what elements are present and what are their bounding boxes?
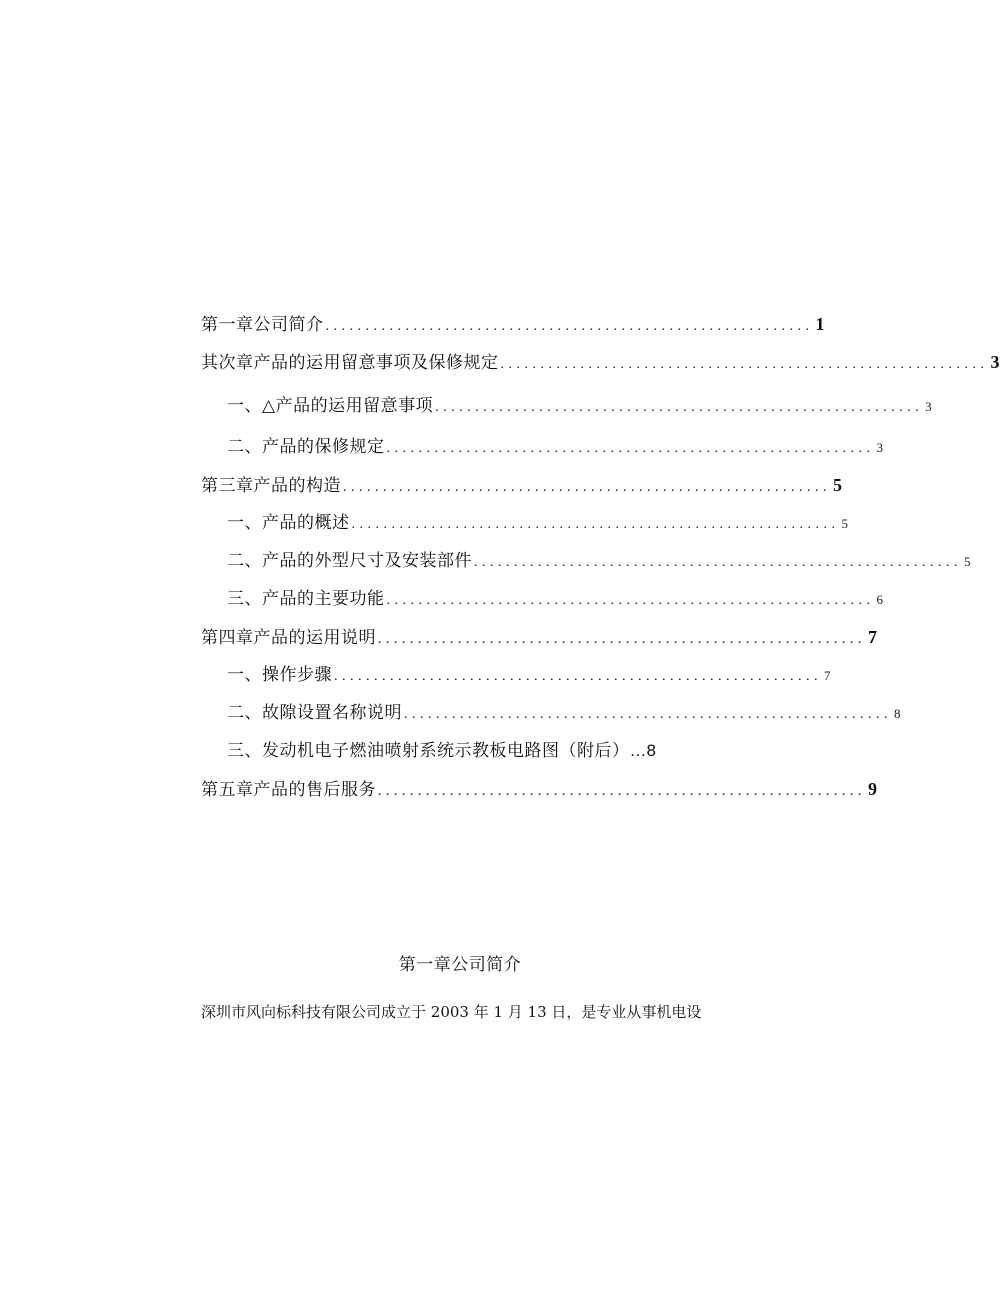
toc-entry-title: 第五章产品的售后服务 <box>201 780 376 800</box>
chapter-heading: 第一章公司简介 <box>398 955 522 975</box>
toc-page-number: 3 <box>925 399 932 414</box>
toc-entry-title: 第四章产品的运用说明 <box>201 628 376 648</box>
toc-leader-dots: ............................................................. <box>386 593 875 608</box>
toc-entry-title: 第三章产品的构造 <box>201 476 341 496</box>
toc-leader-dots: ............................................................. <box>343 480 831 495</box>
toc-entry-title: 其次章产品的运用留意事项及保修规定 <box>201 353 499 373</box>
toc-entry-title: 二、故隙设置名称说明 <box>227 703 402 723</box>
toc-page-number: 5 <box>833 475 842 495</box>
toc-entry-title: 二、产品的保修规定 <box>227 437 385 457</box>
toc-leader-dots: ............................................................. <box>386 441 875 456</box>
toc-leader-dots: ............................................................. <box>378 632 866 647</box>
toc-entry-title: 一、产品的概述 <box>227 513 350 533</box>
toc-entry-section[interactable] <box>227 701 901 727</box>
body-paragraph: 深圳市风向标科技有限公司成立于 2003 年 1 月 13 日，是专业从事机电设 <box>201 1003 702 1021</box>
toc-entry-title: 三、发动机电子燃油喷射系统示教板电路图（附后） <box>227 741 630 761</box>
toc-entry-chapter-4[interactable] <box>201 625 877 652</box>
toc-leader-dots: ............................................................. <box>334 669 822 684</box>
toc-page-number: 7 <box>868 627 877 647</box>
toc-page-number: …8 <box>629 741 656 760</box>
toc-leader-dots: ............................................................. <box>474 555 962 570</box>
toc-entry-title: 二、产品的外型尺寸及安装部件 <box>227 551 472 571</box>
toc-entry-section[interactable] <box>227 394 932 420</box>
toc-leader-dots: ............................................................. <box>404 707 892 722</box>
toc-entry-section[interactable] <box>227 663 831 689</box>
toc-entry-chapter-1[interactable] <box>201 312 825 339</box>
toc-page-number: 6 <box>876 592 883 607</box>
toc-entry-title: 一、操作步骤 <box>227 665 332 685</box>
toc-entry-chapter-5[interactable] <box>201 777 877 804</box>
toc-entry-title: 第一章公司简介 <box>201 315 324 335</box>
toc-entry-title: 三、产品的主要功能 <box>227 589 385 609</box>
toc-entry-section[interactable] <box>227 435 883 461</box>
toc-leader-dots: ............................................................. <box>500 357 989 372</box>
toc-leader-dots: ............................................................. <box>325 319 814 334</box>
toc-page-number: 1 <box>815 314 825 334</box>
toc-page-number: 3 <box>990 352 1000 372</box>
toc-page-number: 5 <box>841 516 848 531</box>
toc-entry-section[interactable] <box>227 739 713 763</box>
toc-page-number: 5 <box>964 554 971 569</box>
toc-page-number: 7 <box>824 668 831 683</box>
toc-page-number: 3 <box>876 440 883 455</box>
toc-entry-section[interactable] <box>227 549 971 575</box>
toc-leader-dots: ............................................................. <box>378 784 866 799</box>
toc-entry-section[interactable] <box>227 587 883 613</box>
toc-entry-title: 一、△产品的运用留意事项 <box>227 396 434 416</box>
toc-page-number: 9 <box>868 779 877 799</box>
toc-entry-chapter-3[interactable] <box>201 473 842 500</box>
toc-page-number: 8 <box>894 706 901 721</box>
toc-entry-section[interactable] <box>227 511 848 537</box>
toc-entry-chapter-2[interactable] <box>201 350 1000 377</box>
toc-leader-dots: ............................................................. <box>435 400 924 415</box>
toc-leader-dots: ............................................................. <box>351 517 840 532</box>
